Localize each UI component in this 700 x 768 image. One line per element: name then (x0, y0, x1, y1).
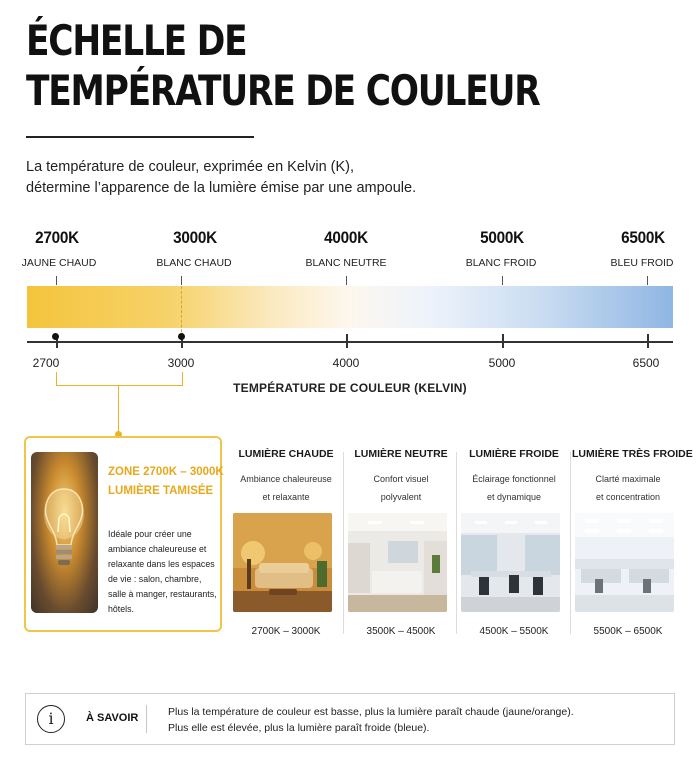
stop-kelvin-3000: 3000K (173, 228, 217, 247)
axis-label-6500: 6500 (632, 356, 660, 370)
column-divider (343, 452, 344, 634)
stop-name-4000: BLANC NEUTRE (305, 257, 387, 269)
stop-name-6500: BLEU FROID (610, 257, 674, 269)
column-desc-line-2: et relaxante (262, 492, 310, 502)
zone-title-line-1: ZONE 2700K – 3000K (108, 466, 224, 478)
column-range: 5500K – 6500K (593, 626, 663, 637)
info-line-2: Plus elle est élevée, plus la lumière paraît froide (bleue). (168, 722, 430, 734)
column-warm-light (230, 446, 342, 638)
color-temperature-gradient (27, 286, 673, 328)
column-desc-line-1: Ambiance chaleureuse (240, 474, 332, 484)
column-range: 3500K – 4500K (366, 626, 436, 637)
light-bulb-icon (31, 452, 98, 613)
column-description (345, 470, 457, 506)
stop-name-5000: BLANC FROID (465, 257, 537, 269)
column-divider (456, 452, 457, 634)
stop-name-3000: BLANC CHAUD (156, 257, 232, 269)
column-desc-line-1: Éclairage fonctionnel (472, 474, 556, 484)
stop-kelvin-2700: 2700K (35, 228, 79, 247)
column-title: LUMIÈRE CHAUDE (238, 448, 334, 460)
axis-tick-6500 (647, 334, 649, 348)
column-description (572, 470, 684, 506)
column-desc-line-1: Clarté maximale (595, 474, 661, 484)
column-desc-line-2: polyvalent (380, 492, 422, 502)
living-room-icon (233, 513, 332, 612)
stop-name-2700: JAUNE CHAUD (21, 257, 97, 269)
column-neutral-light (345, 446, 457, 638)
column-divider (570, 452, 571, 634)
intro-line-1: La température de couleur, exprimée en Kelvin (K), (26, 159, 355, 175)
axis-label-2700: 2700 (32, 356, 60, 370)
axis-title: TEMPÉRATURE DE COULEUR (KELVIN) (233, 381, 467, 395)
column-desc-line-1: Confort visuel (373, 474, 429, 484)
column-range: 2700K – 3000K (251, 626, 321, 637)
info-label: À SAVOIR (86, 712, 139, 724)
column-desc-line-2: et dynamique (486, 492, 542, 502)
title-divider (26, 136, 254, 138)
marker-3000 (178, 333, 185, 340)
tick-mark-4000 (346, 276, 347, 285)
lab-photo (575, 513, 674, 612)
info-text (168, 704, 574, 736)
axis-label-4000: 4000 (332, 356, 360, 370)
info-line-1: Plus la température de couleur est basse, plus la lumière paraît chaude (jaune/orange). (168, 706, 574, 718)
column-description (458, 470, 570, 506)
office-icon (461, 513, 560, 612)
tick-mark-5000 (502, 276, 503, 285)
page-title (26, 16, 540, 116)
tick-mark-2700 (56, 276, 57, 285)
column-title: LUMIÈRE FROIDE (469, 448, 559, 460)
column-description (230, 470, 342, 506)
axis-label-5000: 5000 (488, 356, 516, 370)
title-line-2: TEMPÉRATURE DE COULEUR (26, 66, 540, 115)
kelvin-axis (27, 341, 673, 343)
kitchen-icon (348, 513, 447, 612)
info-icon: i (37, 705, 65, 733)
light-bulb-photo (31, 452, 98, 613)
kitchen-photo (348, 513, 447, 612)
zone-description: Idéale pour créer une ambiance chaleureuse et relaxante dans les espaces de vie : salon, chambre, salle à manger, restaurants, hôtels. (108, 529, 217, 614)
intro-line-2: détermine l’apparence de la lumière émise par une ampoule. (26, 180, 417, 196)
info-divider (146, 705, 147, 733)
axis-label-3000: 3000 (167, 356, 195, 370)
column-desc-line-2: et concentration (595, 492, 661, 502)
stop-kelvin-5000: 5000K (480, 228, 524, 247)
column-cool-light (458, 446, 570, 638)
office-photo (461, 513, 560, 612)
column-title: LUMIÈRE TRÈS FROIDE (572, 448, 693, 460)
stop-kelvin-4000: 4000K (324, 228, 368, 247)
zone-connector (118, 385, 119, 433)
tick-mark-6500 (647, 276, 648, 285)
living-room-photo (233, 513, 332, 612)
lab-icon (575, 513, 674, 612)
stop-kelvin-6500: 6500K (621, 228, 665, 247)
title-line-1: ÉCHELLE DE (26, 16, 247, 65)
column-range: 4500K – 5500K (479, 626, 549, 637)
zone-bracket (56, 372, 183, 386)
axis-tick-5000 (502, 334, 504, 348)
column-very-cool-light (572, 446, 693, 638)
zone-title-line-2: LUMIÈRE TAMISÉE (108, 485, 214, 497)
column-title: LUMIÈRE NEUTRE (354, 448, 448, 460)
marker-2700 (52, 333, 59, 340)
tick-mark-3000 (181, 276, 182, 285)
axis-tick-4000 (346, 334, 348, 348)
zone-title (108, 463, 224, 501)
intro-text (26, 157, 416, 199)
